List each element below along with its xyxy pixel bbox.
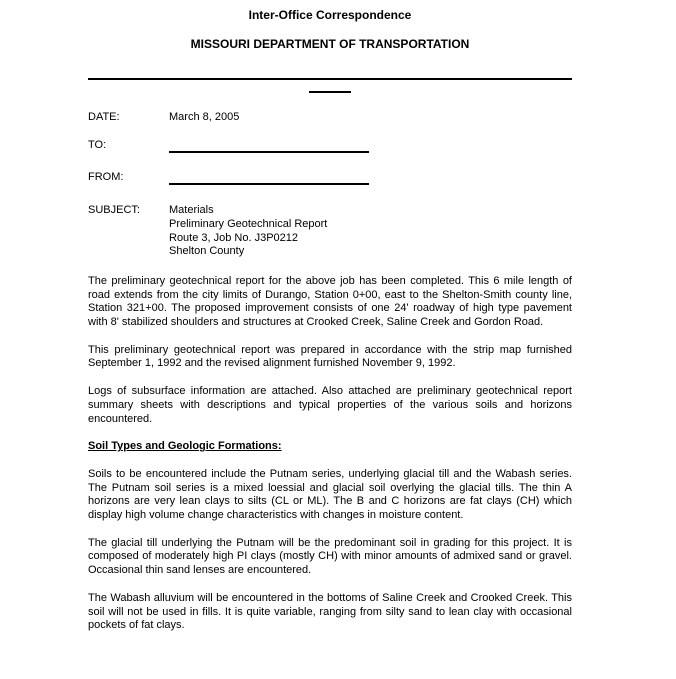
- from-row: [88, 171, 572, 190]
- date-label: DATE:: [88, 111, 120, 123]
- department-title: MISSOURI DEPARTMENT OF TRANSPORTATION: [190, 37, 470, 51]
- subject-line: Preliminary Geotechnical Report: [169, 217, 328, 230]
- subject-block: [169, 204, 327, 259]
- header-rule: [88, 78, 572, 80]
- from-blank-line: [169, 171, 369, 185]
- subject-label: SUBJECT:: [88, 204, 140, 217]
- body-paragraph: Logs of subsurface information are attached. Also attached are preliminary geotechnical report summary sheets with descriptions and typical properties of the various soils and horizons encountered.: [88, 385, 572, 425]
- memo-title: Inter-Office Correspondence: [248, 8, 412, 22]
- to-blank-line: [169, 139, 369, 153]
- to-label: TO:: [88, 138, 107, 151]
- date-row: [88, 111, 572, 125]
- section-heading: Soil Types and Geologic Formations:: [88, 440, 282, 453]
- subject-line: Route 3, Job No. J3P0212: [169, 231, 299, 244]
- to-row: [88, 139, 572, 158]
- header-short-rule: [309, 91, 351, 93]
- memo-header-fields: [88, 111, 572, 259]
- from-label: FROM:: [88, 171, 124, 184]
- body-paragraph: The glacial till underlying the Putnam will be the predominant soil in grading for this project. It is composed of moderately high PI clays (mostly CH) with minor amounts of admixed sand or gravel. Occasional thin sand lenses are encountered.: [88, 536, 572, 577]
- body-paragraph: This preliminary geotechnical report was prepared in accordance with the strip map furnished September 1, 1992 and the revised alignment furnished November 9, 1992.: [88, 343, 572, 370]
- subject-row: [88, 204, 572, 259]
- subject-line: Materials: [169, 204, 214, 217]
- body-paragraph: The preliminary geotechnical report for the above job has been completed. This 6 mile length of road extends from the city limits of Durango, Station 0+00, east to the Shelton-Smith county line, Station 321+00. The proposed improvement consists of one 24' roadway of high type pavement with 8' stabilized shoulders and structures at Crooked Creek, Saline Creek and Gordon Road.: [88, 274, 572, 329]
- subject-line: Shelton County: [169, 245, 245, 258]
- body-paragraph: Soils to be encountered include the Putnam series, underlying glacial till and the Wabash series. The Putnam soil series is a mixed loessial and glacial soil overlying the glacial tills. The thin A horizons are very lean clays to silts (CL or ML). The B and C horizons are fat clays (CH) which display high volume change characteristics with changes in moisture content.: [88, 467, 572, 522]
- body-paragraph: The Wabash alluvium will be encountered in the bottoms of Saline Creek and Crooked Creek. This soil will not be used in fills. It is quite variable, ranging from silty sand to lean clay with occasional pockets of fat clays.: [88, 591, 572, 632]
- memo-body: [88, 275, 572, 633]
- date-value: March 8, 2005: [169, 111, 240, 123]
